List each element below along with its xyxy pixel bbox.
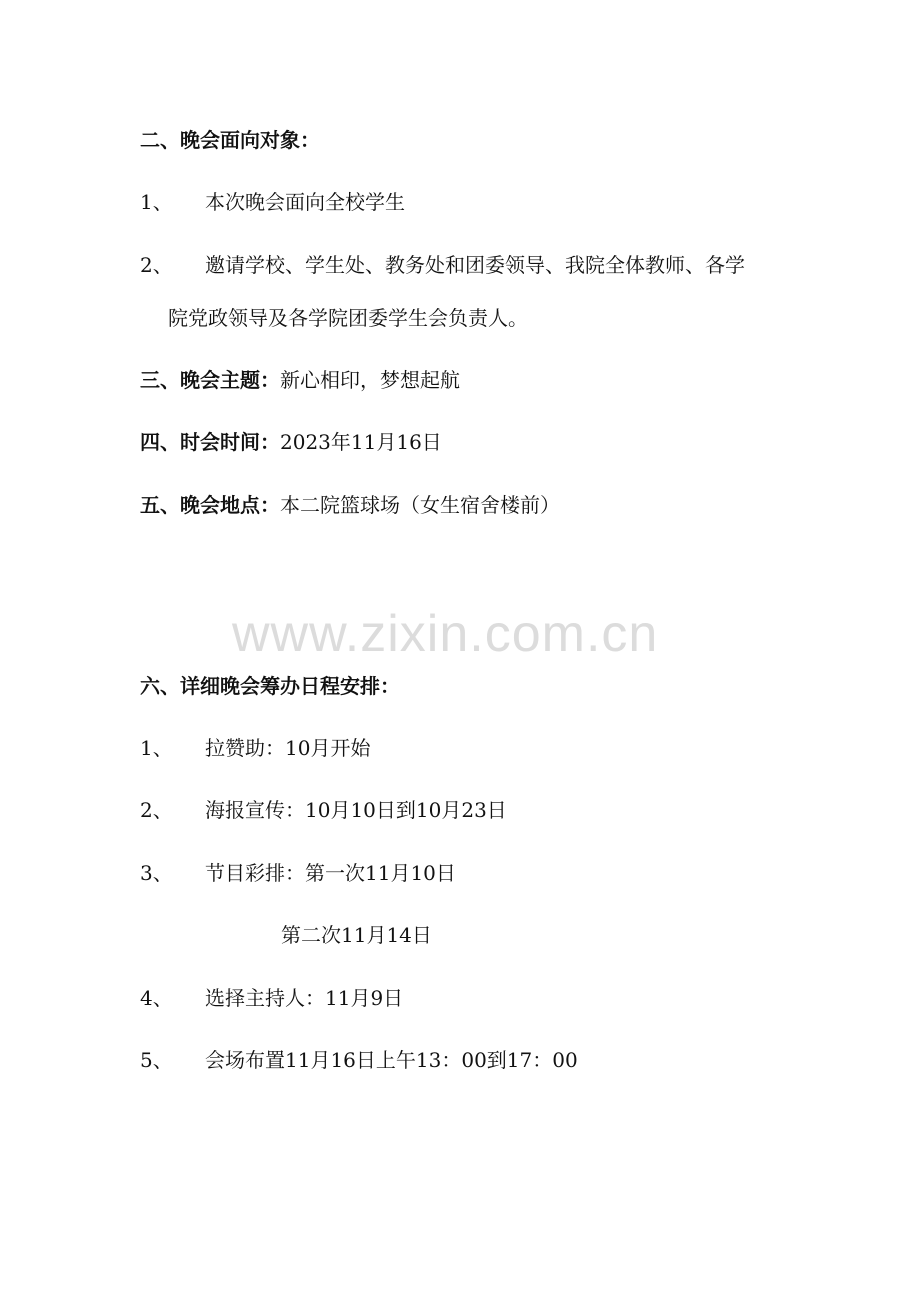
heading-text: 二、晚会面向对象： xyxy=(140,128,320,152)
heading-value: 2023年11月16日 xyxy=(280,430,442,454)
list-item-text: 本次晚会面向全校学生 xyxy=(205,190,405,214)
heading-text: 六、详细晚会筹办日程安排： xyxy=(140,674,400,698)
section-heading-theme xyxy=(140,366,460,394)
list-number: 2、 xyxy=(140,253,173,277)
list-number: 3、 xyxy=(140,861,173,885)
list-item-text: 节目彩排：第一次11月10日 xyxy=(205,861,456,885)
list-item-text: 邀请学校、学生处、教务处和团委领导、我院全体教师、各学 xyxy=(205,253,745,277)
list-item-text: 选择主持人：11月9日 xyxy=(205,986,404,1010)
list-number: 1、 xyxy=(140,190,173,214)
list-number: 5、 xyxy=(140,1048,173,1072)
heading-label: 三、晚会主题： xyxy=(140,368,280,392)
list-item-text: 拉赞助：10月开始 xyxy=(205,736,371,760)
list-number: 2、 xyxy=(140,798,173,822)
list-item-continuation: 院党政领导及各学院团委学生会负责人。 xyxy=(168,306,528,330)
section-heading-time xyxy=(140,428,442,456)
heading-label: 五、晚会地点： xyxy=(140,493,280,517)
watermark: www.zixin.com.cn xyxy=(232,605,659,663)
heading-value: 本二院篮球场（女生宿舍楼前） xyxy=(280,493,560,517)
list-number: 4、 xyxy=(140,986,173,1010)
list-number: 1、 xyxy=(140,736,173,760)
list-item-text: 会场布置11月16日上午13：00到17：00 xyxy=(205,1048,578,1072)
list-item-continuation: 第二次11月14日 xyxy=(281,923,432,947)
list-item-text: 海报宣传：10月10日到10月23日 xyxy=(205,798,507,822)
section-heading-audience xyxy=(140,126,320,154)
heading-label: 四、时会时间： xyxy=(140,430,280,454)
section-heading-schedule xyxy=(140,672,400,700)
heading-value: 新心相印，梦想起航 xyxy=(280,368,460,392)
section-heading-location xyxy=(140,491,560,519)
